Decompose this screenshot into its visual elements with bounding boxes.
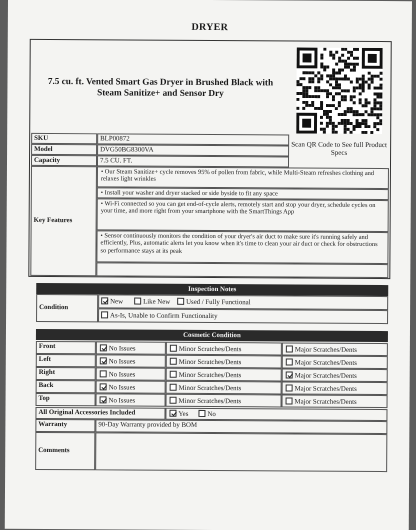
cosmetic-option[interactable] [96, 380, 166, 393]
checkbox-icon[interactable] [170, 384, 177, 391]
product-title: 7.5 cu. ft. Vented Smart Gas Dryer in Brushed Black with Steam Sanitize+ and Sensor Dry [47, 75, 274, 99]
condition-label: Condition [36, 294, 98, 322]
cosmetic-option[interactable] [166, 355, 282, 369]
checkbox-icon[interactable] [170, 397, 177, 404]
capacity-value: 7.5 CU. FT. [97, 155, 289, 167]
model-label: Model [31, 144, 97, 155]
cosmetic-option-label: No Issues [108, 358, 136, 366]
cosmetic-option[interactable] [96, 393, 166, 406]
cosmetic-option[interactable] [166, 368, 282, 382]
feature-spacer [96, 262, 388, 278]
qr-caption: Scan QR Code to See full Product Specs [291, 140, 387, 158]
checkbox-icon[interactable] [286, 397, 293, 404]
cosmetic-option-label: Major Scratches/Dents [294, 346, 357, 354]
checkbox-icon[interactable] [100, 396, 107, 403]
feature-item: • Our Steam Sanitize+ cycle removes 95% of pollen from fabric, while Multi-Steam refreshes clothing and relaxes light wrinkles [97, 166, 389, 189]
condition-option-used[interactable]: Used / Fully Functional [177, 298, 250, 306]
checkbox-icon[interactable] [286, 384, 293, 391]
checkbox-icon[interactable] [101, 297, 108, 304]
warranty-value: 90-Day Warranty provided by BOM [95, 419, 387, 434]
cosmetic-option[interactable] [282, 394, 388, 408]
accessories-no[interactable]: No [198, 410, 215, 418]
warranty-label: Warranty [35, 419, 95, 432]
cosmetic-option[interactable] [96, 354, 166, 367]
model-value: DVG50BG8300VA [97, 144, 289, 156]
cosmetic-row-label: Right [36, 367, 96, 380]
cosmetic-option[interactable] [96, 367, 166, 380]
condition-option-new[interactable]: New [101, 297, 123, 305]
cosmetic-option[interactable] [166, 342, 282, 356]
cosmetic-row-label: Left [36, 354, 96, 367]
qr-block [289, 42, 390, 163]
cosmetic-option-label: No Issues [108, 345, 136, 353]
cosmetic-option[interactable] [282, 355, 388, 369]
cosmetic-row-label: Top [36, 393, 96, 406]
capacity-label: Capacity [31, 155, 97, 166]
comments-label: Comments [35, 432, 95, 470]
checkbox-icon[interactable] [170, 371, 177, 378]
sku-value: BLP00872 [97, 133, 289, 145]
feature-item: • Sensor continuously monitors the condition of your dryer's air duct to make sure it's running safely and efficiently, Plus, automatic alerts let you know when it's time to clean your air duct or check for obstructions so performance stays at its peak [96, 230, 388, 264]
condition-option-as-is[interactable]: As-Is, Unable to Confirm Functionality [101, 311, 217, 320]
cosmetic-option-label: Major Scratches/Dents [294, 385, 357, 393]
cosmetic-option-label: Major Scratches/Dents [294, 359, 357, 367]
page-title: DRYER [191, 21, 229, 34]
checkbox-icon[interactable] [101, 311, 108, 318]
cosmetic-option-label: No Issues [108, 397, 136, 405]
checkbox-icon[interactable] [198, 410, 205, 417]
comments-field[interactable] [95, 432, 387, 472]
cosmetic-option-label: Minor Scratches/Dents [178, 384, 242, 393]
cosmetic-option[interactable] [282, 368, 388, 382]
cosmetic-option[interactable] [282, 381, 388, 395]
checkbox-icon[interactable] [286, 358, 293, 365]
cosmetic-row-label: Back [36, 380, 96, 393]
cosmetic-option-label: Minor Scratches/Dents [178, 358, 242, 367]
cosmetic-header: Cosmetic Condition [36, 329, 388, 342]
cosmetic-option-label: Minor Scratches/Dents [178, 345, 242, 354]
cosmetic-option-label: No Issues [108, 371, 136, 379]
checkbox-icon[interactable] [170, 345, 177, 352]
checkbox-icon[interactable] [100, 357, 107, 364]
cosmetic-option[interactable] [166, 381, 282, 395]
cosmetic-option-label: No Issues [108, 384, 136, 392]
sku-label: SKU [31, 133, 97, 144]
cosmetic-option[interactable] [96, 341, 166, 354]
checkbox-icon[interactable] [100, 370, 107, 377]
condition-option-like-new[interactable]: Like New [134, 298, 170, 306]
accessories-label: All Original Accessories Included [35, 407, 165, 420]
checkbox-icon[interactable] [170, 358, 177, 365]
qr-code-icon [296, 48, 383, 135]
cosmetic-option-label: Major Scratches/Dents [294, 398, 357, 406]
key-features-label: Key Features [30, 166, 97, 276]
accessories-yes[interactable]: Yes [169, 410, 188, 418]
feature-item: • Wi-Fi connected so you can get end-of-cycle alerts, remotely start and stop your dryer, schedule cycles on your time, and more right from your smartphone with the SmartThings App [97, 198, 389, 232]
checkbox-icon[interactable] [100, 344, 107, 351]
cosmetic-option-label: Minor Scratches/Dents [178, 397, 242, 406]
cosmetic-option[interactable] [282, 342, 388, 356]
checkbox-icon[interactable] [169, 410, 176, 417]
inspection-header: Inspection Notes [36, 283, 388, 296]
cosmetic-option-label: Major Scratches/Dents [294, 372, 357, 380]
cosmetic-option-label: Minor Scratches/Dents [178, 371, 242, 380]
checkbox-icon[interactable] [177, 298, 184, 305]
checkbox-icon[interactable] [286, 371, 293, 378]
checkbox-icon[interactable] [100, 383, 107, 390]
cosmetic-row-label: Front [36, 341, 96, 354]
checkbox-icon[interactable] [134, 298, 141, 305]
checkbox-icon[interactable] [286, 345, 293, 352]
inspection-sheet [5, 0, 412, 530]
feature-item: • Install your washer and dryer stacked or side byside to fit any space [97, 187, 389, 200]
cosmetic-option[interactable] [166, 394, 282, 408]
